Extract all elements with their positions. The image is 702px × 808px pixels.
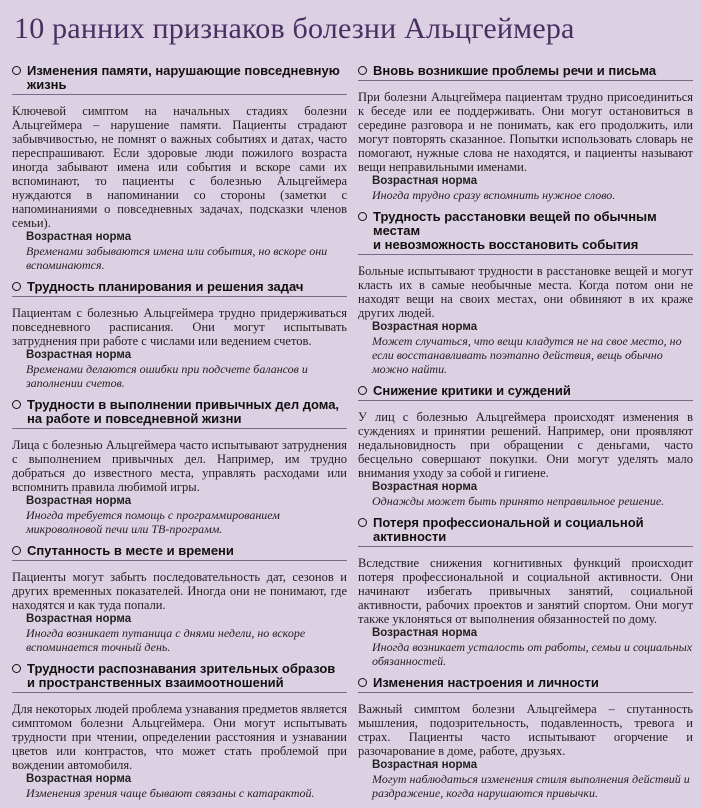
- section-body: У лиц с болезнью Альцгеймера происходят изменения в суждениях и принятии решений. Например, они проявляют недальновидность при обращении с деньгами, часто бесцельно совершают покупки. Они могут уделять мало внимания уходу за собой и гигиене.: [358, 410, 693, 480]
- sign-section: [358, 64, 693, 202]
- sign-section: [12, 544, 347, 654]
- age-norm-label: Возрастная норма: [26, 231, 132, 243]
- page-title: 10 ранних признаков болезни Альцгеймера: [14, 12, 575, 45]
- circle-bullet-icon: [358, 212, 367, 221]
- section-body: Лица с болезнью Альцгеймера часто испытывают затруднения с выполнением привычных дел. Например, им трудно добраться до известного места, управлять расходами или вспомнить правила любимой игры.: [12, 438, 347, 494]
- section-heading: [12, 280, 347, 297]
- section-body: Важный симптом болезни Альцгеймера – спутанность мышления, подозрительность, подавленность, тревога и страх. Пациенты часто испытывают огорчение и разочарование в доме, работе, друзьях.: [358, 702, 693, 758]
- section-heading: [12, 544, 347, 561]
- section-body: Пациентам с болезнью Альцгеймера трудно придерживаться повседневного расписания. Они могут испытывать затруднения при работе с числами или ведением счетов.: [12, 306, 347, 348]
- sign-section: [358, 384, 693, 508]
- section-heading-text: Трудность планирования и решения задач: [27, 279, 304, 294]
- section-heading-text: Изменения настроения и личности: [373, 675, 599, 690]
- age-norm-label: Возрастная норма: [26, 773, 132, 785]
- section-heading-text: Потеря профессиональной и социальной активности: [373, 515, 644, 544]
- section-heading: [358, 384, 693, 401]
- age-norm-text: Изменения зрения чаще бывают связаны с катарактой.: [26, 786, 315, 800]
- sign-section: [12, 64, 347, 272]
- circle-bullet-icon: [358, 66, 367, 75]
- section-body: Ключевой симптом на начальных стадиях болезни Альцгеймера – нарушение памяти. Пациенты страдают забывчивостью, не помнят о важных событиях и датах, часто переспрашивают. Если здоровые люди пожилого возраста иногда забывают имена или события и вскоре сами их вспоминают, то пациенты с болезнью Альцгеймера нуждаются в напоминании со стороны (заметки с напоминаниями о повседневных задачах, подсказки членов семьи).: [12, 104, 347, 230]
- sign-section: [358, 516, 693, 668]
- age-norm-text: Иногда трудно сразу вспомнить нужное слово.: [372, 188, 616, 202]
- age-norm-text: Иногда возникает путаница с днями недели, но вскоре вспоминается точный день.: [26, 626, 306, 654]
- section-heading-text: Спутанность в месте и времени: [27, 543, 234, 558]
- section-body: Пациенты могут забыть последовательность дат, сезонов и других временных показателей. Иногда они не понимают, где находятся и как туда попали.: [12, 570, 347, 612]
- section-heading-text: Трудности распознавания зрительных образов и пространственных взаимоотношений: [27, 661, 336, 690]
- age-norm-text: Временами делаются ошибки при подсчете балансов и заполнении счетов.: [26, 362, 308, 390]
- age-norm-text: Временами забываются имена или события, но вскоре они вспоминаются.: [26, 244, 328, 272]
- right-column: [358, 64, 693, 808]
- section-heading-text: Вновь возникшие проблемы речи и письма: [373, 63, 657, 78]
- section-heading: [358, 516, 693, 547]
- section-body: Больные испытывают трудности в расстановке вещей и могут класть их в самые необычные места. Когда потом они не находят вещи на своих местах, они обвиняют в их краже других людей.: [358, 264, 693, 320]
- section-heading-text: Трудность расстановки вещей по обычным местам и невозможность восстановить события: [373, 209, 657, 252]
- section-heading: [12, 398, 347, 429]
- left-column: [12, 64, 347, 808]
- section-heading: [358, 676, 693, 693]
- section-heading: [12, 662, 347, 693]
- section-heading-text: Снижение критики и суждений: [373, 383, 571, 398]
- age-norm-label: Возрастная норма: [372, 175, 478, 187]
- sign-section: [12, 280, 347, 390]
- circle-bullet-icon: [12, 546, 21, 555]
- age-norm-text: Может случаться, что вещи кладутся не на свое место, но если восстанавливать поэтапно действия, вещь обычно можно найти.: [372, 334, 682, 376]
- sign-section: [12, 398, 347, 536]
- age-norm-text: Могут наблюдаться изменения стиля выполнения действий и раздражение, когда нарушаются привычки.: [372, 772, 690, 800]
- circle-bullet-icon: [12, 66, 21, 75]
- circle-bullet-icon: [358, 518, 367, 527]
- age-norm-label: Возрастная норма: [372, 759, 478, 771]
- circle-bullet-icon: [12, 664, 21, 673]
- section-heading: [358, 64, 693, 81]
- section-heading: [358, 210, 693, 255]
- section-heading-text: Изменения памяти, нарушающие повседневную жизнь: [27, 63, 340, 92]
- age-norm-label: Возрастная норма: [26, 613, 132, 625]
- age-norm-text: Однажды может быть принято неправильное решение.: [372, 494, 665, 508]
- sign-section: [12, 662, 347, 800]
- age-norm-text: Иногда требуется помощь с программированием микроволновой печи или ТВ-программ.: [26, 508, 280, 536]
- age-norm-label: Возрастная норма: [26, 495, 132, 507]
- circle-bullet-icon: [358, 678, 367, 687]
- sign-section: [358, 210, 693, 376]
- age-norm-label: Возрастная норма: [26, 349, 132, 361]
- age-norm-label: Возрастная норма: [372, 321, 478, 333]
- section-body: При болезни Альцгеймера пациентам трудно присоединиться к беседе или ее поддерживать. Они могут остановиться в середине разговора и не понимать, как его продолжить, или могут повторять сказанное. Попытки использовать словарь не помогают, нужные слова не находятся, и пациенты называют вещи неправильными именами.: [358, 90, 693, 174]
- section-body: Для некоторых людей проблема узнавания предметов является симптомом болезни Альцгеймера. Они могут испытывать трудности при чтении, определении расстояния и узнавании цветов или контрастов, что может стать проблемой при вождении автомобиля.: [12, 702, 347, 772]
- sign-section: [358, 676, 693, 800]
- age-norm-text: Иногда возникает усталость от работы, семьи и социальных обязанностей.: [372, 640, 693, 668]
- circle-bullet-icon: [12, 400, 21, 409]
- circle-bullet-icon: [358, 386, 367, 395]
- circle-bullet-icon: [12, 282, 21, 291]
- age-norm-label: Возрастная норма: [372, 627, 478, 639]
- section-body: Вследствие снижения когнитивных функций происходит потеря профессиональной и социальной активности. Они начинают избегать привычных занятий, социальной активности, рабочих проектов и занятий спортом. Они могут также уклоняться от выполнения обязанностей по дому.: [358, 556, 693, 626]
- age-norm-label: Возрастная норма: [372, 481, 478, 493]
- section-heading: [12, 64, 347, 95]
- section-heading-text: Трудности в выполнении привычных дел дома, на работе и повседневной жизни: [27, 397, 340, 426]
